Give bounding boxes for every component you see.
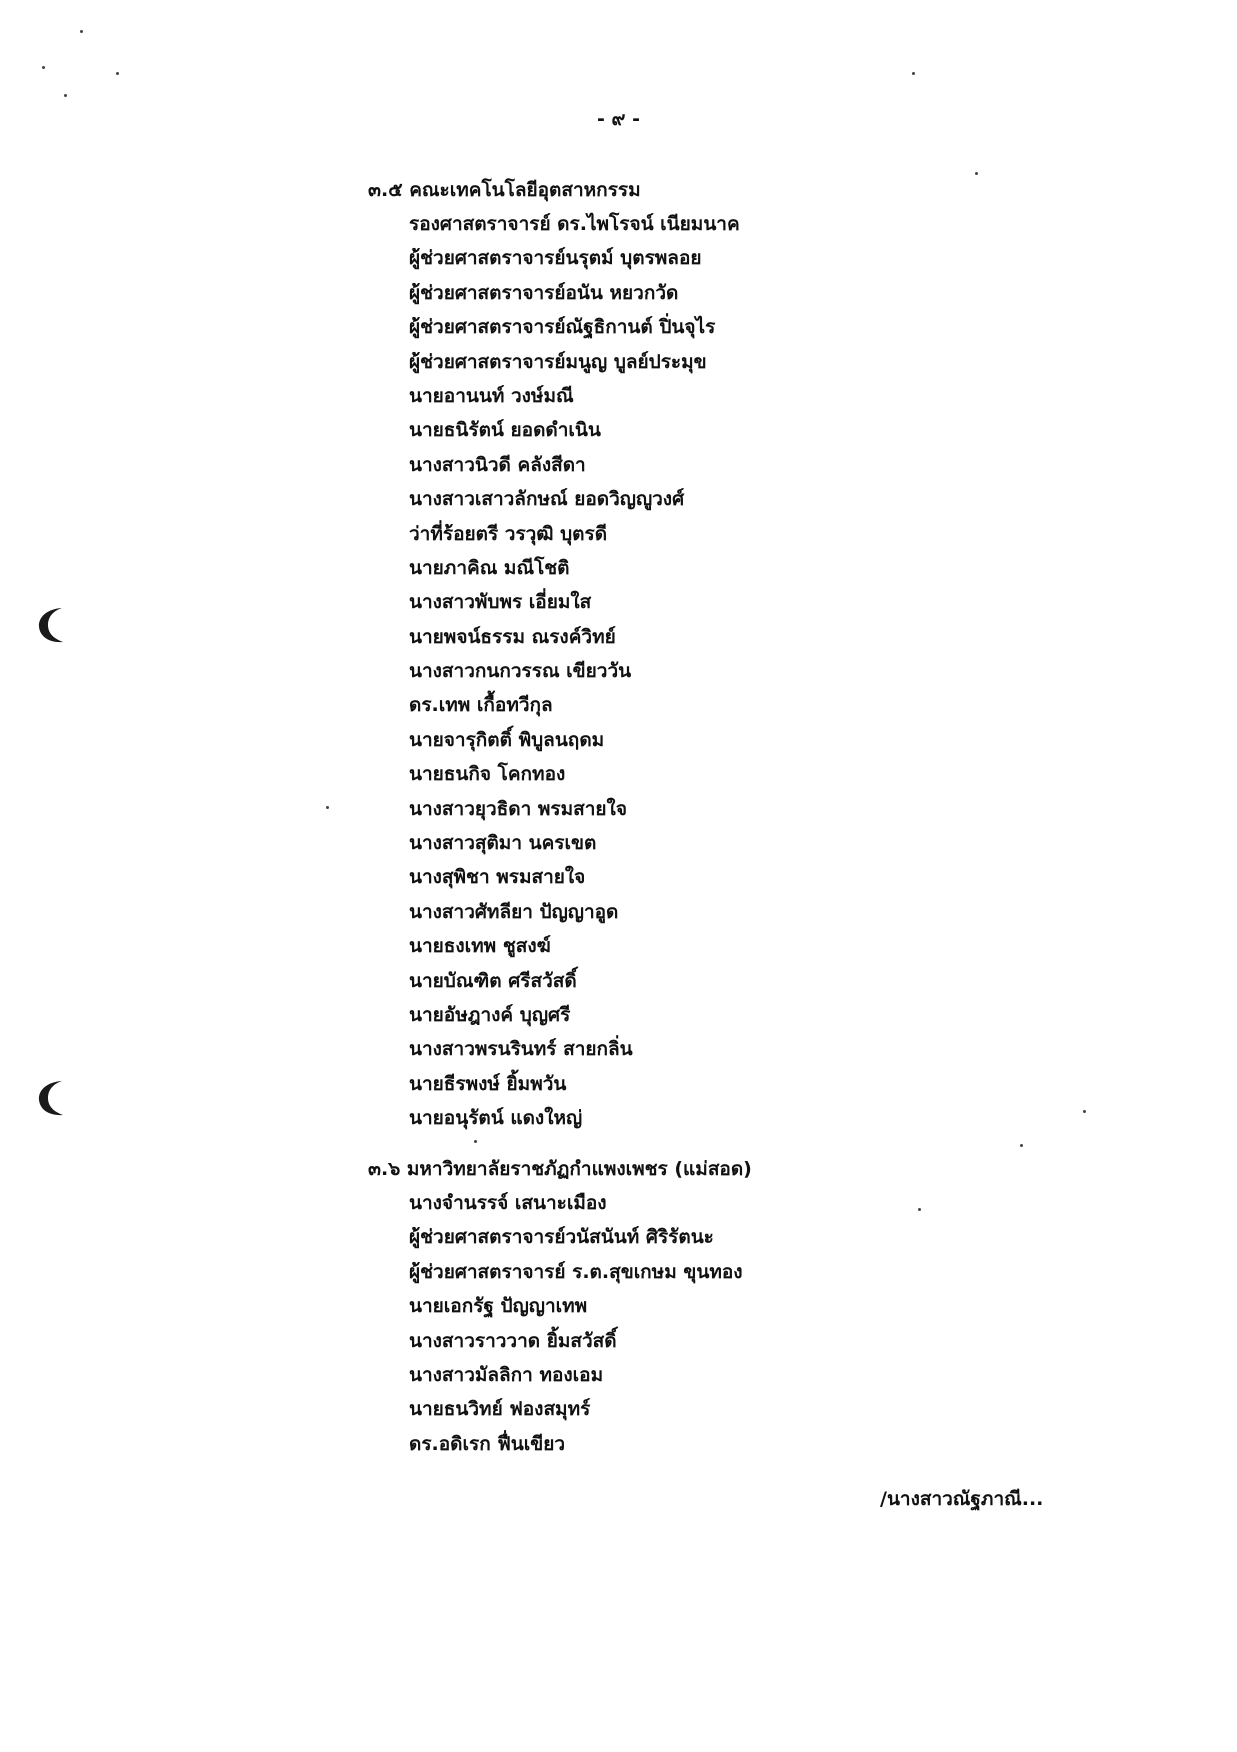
page-number: - ๙ -: [597, 108, 640, 130]
continuation-note: /นางสาวณัฐภาณี...: [880, 1488, 1044, 1510]
member-name: นายอัษฎางค์ บุญศรี: [409, 1003, 571, 1026]
member-list: [368, 207, 740, 1136]
member-name: นางสาวนิวดี คลังสีดา: [409, 453, 586, 476]
member-name: นางสุพิชา พรมสายใจ: [409, 866, 586, 889]
section-heading: ๓.๕ คณะเทคโนโลยีอุตสาหกรรม: [368, 179, 641, 201]
scan-speck: [912, 72, 915, 75]
member-name: นางสาวกนกวรรณ เขียววัน: [409, 660, 632, 683]
binding-hole-icon: [36, 1078, 70, 1118]
member-name: ดร.เทพ เกื้อทวีกุล: [409, 694, 553, 717]
member-name: นางสาวพับพร เอี่ยมใส: [409, 591, 592, 614]
member-name: ผู้ช่วยศาสตราจารย์มนูญ บูลย์ประมุข: [409, 350, 707, 373]
member-name: นางสาวศัทลียา ปัญญาอูด: [409, 900, 619, 923]
member-name: ผู้ช่วยศาสตราจารย์นรุตม์ บุตรพลอย: [409, 247, 702, 270]
scan-speck: [116, 72, 119, 75]
scan-speck: [1083, 1110, 1086, 1113]
member-name: นายพจน์ธรรม ณรงค์วิทย์: [409, 625, 616, 648]
scan-speck: [80, 30, 83, 33]
member-name: นางสาวเสาวลักษณ์ ยอดวิญญูวงศ์: [409, 488, 685, 511]
member-name: นายจารุกิตติ์ พิบูลนฤดม: [409, 728, 605, 751]
member-name: ว่าที่ร้อยตรี วรวุฒิ บุตรดี: [409, 522, 608, 545]
member-name: นายอนุรัตน์ แดงใหญ่: [409, 1107, 583, 1130]
member-name: นายเอกรัฐ ปัญญาเทพ: [409, 1295, 588, 1318]
member-name: นางสาวยุวธิดา พรมสายใจ: [409, 797, 627, 820]
member-list: [368, 1186, 752, 1461]
member-name: นายธงเทพ ชูสงฆ์: [409, 935, 551, 958]
scan-speck: [1020, 1144, 1023, 1147]
member-name: นายธนิรัตน์ ยอดดำเนิน: [409, 419, 601, 442]
member-name: นายบัณฑิต ศรีสวัสดิ์: [409, 969, 577, 992]
section-industrial-technology: [368, 173, 740, 1136]
scan-speck: [42, 66, 45, 69]
member-name: ผู้ช่วยศาสตราจารย์อนัน หยวกวัด: [409, 281, 679, 304]
member-name: นางสาวสุติมา นครเขต: [409, 832, 597, 855]
scan-speck: [975, 172, 978, 175]
member-name: รองศาสตราจารย์ ดร.ไพโรจน์ เนียมนาค: [409, 213, 740, 235]
member-name: นายธีรพงษ์ ยิ้มพวัน: [409, 1072, 567, 1095]
section-kamphaeng-phet-rajabhat-maesot: [368, 1152, 752, 1461]
member-name: ผู้ช่วยศาสตราจารย์ณัฐธิกานต์ ปิ่นจุไร: [409, 316, 716, 339]
scan-speck: [474, 1140, 477, 1143]
member-name: นางจำนรรจ์ เสนาะเมือง: [409, 1192, 607, 1214]
scan-speck: [64, 94, 67, 97]
member-name: ผู้ช่วยศาสตราจารย์วนัสนันท์ ศิริรัตนะ: [409, 1226, 714, 1249]
binding-hole-icon: [36, 605, 70, 645]
scan-speck: [918, 1208, 921, 1211]
member-name: นางสาวพรนรินทร์ สายกลิ่น: [409, 1038, 633, 1061]
member-name: นายธนวิทย์ ฟองสมุทร์: [409, 1398, 591, 1421]
member-name: นายอานนท์ วงษ์มณี: [409, 384, 574, 407]
member-name: ดร.อดิเรก ฟื่นเขียว: [409, 1432, 566, 1455]
scan-speck: [326, 806, 329, 809]
member-name: นางสาวราววาด ยิ้มสวัสดิ์: [409, 1329, 617, 1352]
member-name: นายธนกิจ โคกทอง: [409, 763, 566, 786]
section-heading: ๓.๖ มหาวิทยาลัยราชภัฏกำแพงเพชร (แม่สอด): [368, 1158, 752, 1180]
member-name: นายภาคิณ มณีโชติ: [409, 556, 570, 579]
member-name: ผู้ช่วยศาสตราจารย์ ร.ต.สุขเกษม ขุนทอง: [409, 1260, 743, 1283]
member-name: นางสาวมัลลิกา ทองเอม: [409, 1363, 604, 1386]
